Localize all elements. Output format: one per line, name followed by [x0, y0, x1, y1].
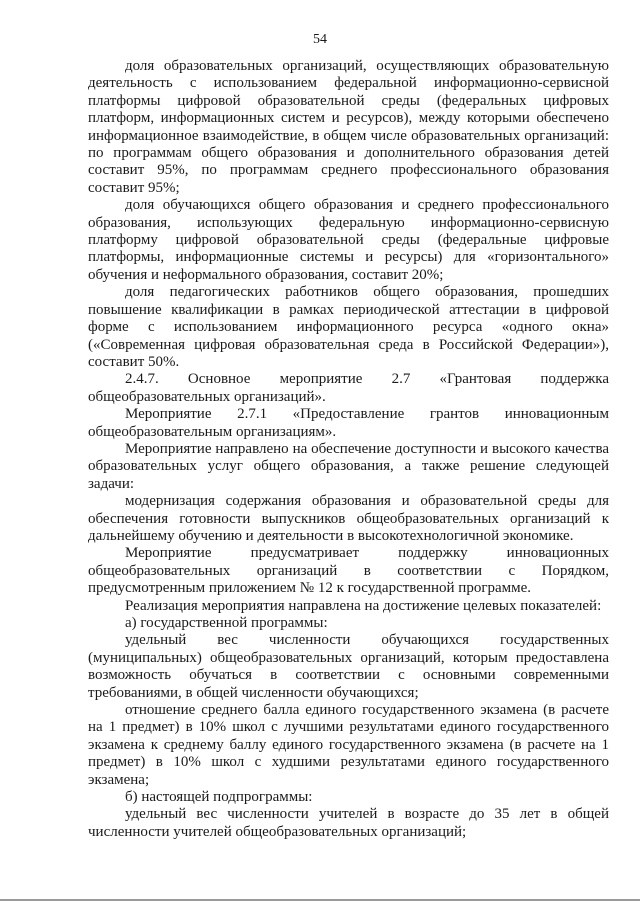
- section-heading: 2.4.7. Основное мероприятие 2.7 «Грантовая поддержка общеобразовательных организаций».: [88, 371, 609, 405]
- list-heading: б) настоящей подпрограммы:: [125, 789, 313, 806]
- paragraph: Реализация мероприятия направлена на достижение целевых показателей:: [125, 597, 602, 614]
- paragraph: доля обучающихся общего образования и среднего профессионального образования, использующих федеральную информационно-сервисную платформу цифровой образовательной среды (федеральные цифровые платформы, информационные системы и ресурсы) для «горизонтального» обучения и неформального образования, составит 20%;: [88, 197, 609, 283]
- page-number: 54: [313, 32, 327, 47]
- paragraph: доля образовательных организаций, осуществляющих образовательную деятельность с использованием федеральной информационно-сервисной платформы цифровой образовательной среды (федеральных цифровых платформ, информационных систем и ресурсов), между которыми обеспечено информационное взаимодействие, в общем числе образовательных организаций: по программам общего образования и дополнительного образования детей составит 95%, по программам среднего профессионального образования составит 95%;: [88, 58, 609, 196]
- scan-edge-line: [0, 899, 640, 901]
- paragraph: удельный вес численности учителей в возрасте до 35 лет в общей численности учителей общеобразовательных организаций;: [88, 806, 609, 840]
- paragraph: Мероприятие предусматривает поддержку инновационных общеобразовательных организаций в соответствии с Порядком, предусмотренным приложением № 12 к государственной программе.: [88, 545, 609, 597]
- paragraph: доля педагогических работников общего образования, прошедших повышение квалификации в рамках периодической аттестации в цифровой форме с использованием информационного ресурса «одного окна» («Современная цифровая образовательная среда в Российской Федерации»), составит 50%.: [88, 284, 609, 370]
- paragraph: отношение среднего балла единого государственного экзамена (в расчете на 1 предмет) в 10% школ с лучшими результатами единого государственного экзамена к среднему баллу единого государственного экзамена (в расчете на 1 предмет) в 10% школ с худшими результатами единого государственного экзамена;: [88, 702, 609, 788]
- document-body: [88, 58, 609, 841]
- subsection-heading: Мероприятие 2.7.1 «Предоставление грантов инновационным общеобразовательным организациям».: [88, 406, 609, 440]
- list-heading: а) государственной программы:: [125, 615, 328, 631]
- paragraph: Мероприятие направлено на обеспечение доступности и высокого качества образовательных услуг общего образования, а также решение следующей задачи:: [88, 440, 609, 492]
- paragraph: модернизация содержания образования и образовательной среды для обеспечения готовности выпускников общеобразовательных организаций к дальнейшему обучению и деятельности в высокотехнологичной экономике.: [88, 493, 609, 544]
- paragraph: удельный вес численности обучающихся государственных (муниципальных) общеобразовательных организаций, которым предоставлена возможность обучаться в соответствии с основными современными требованиями, в общей численности обучающихся;: [88, 632, 609, 701]
